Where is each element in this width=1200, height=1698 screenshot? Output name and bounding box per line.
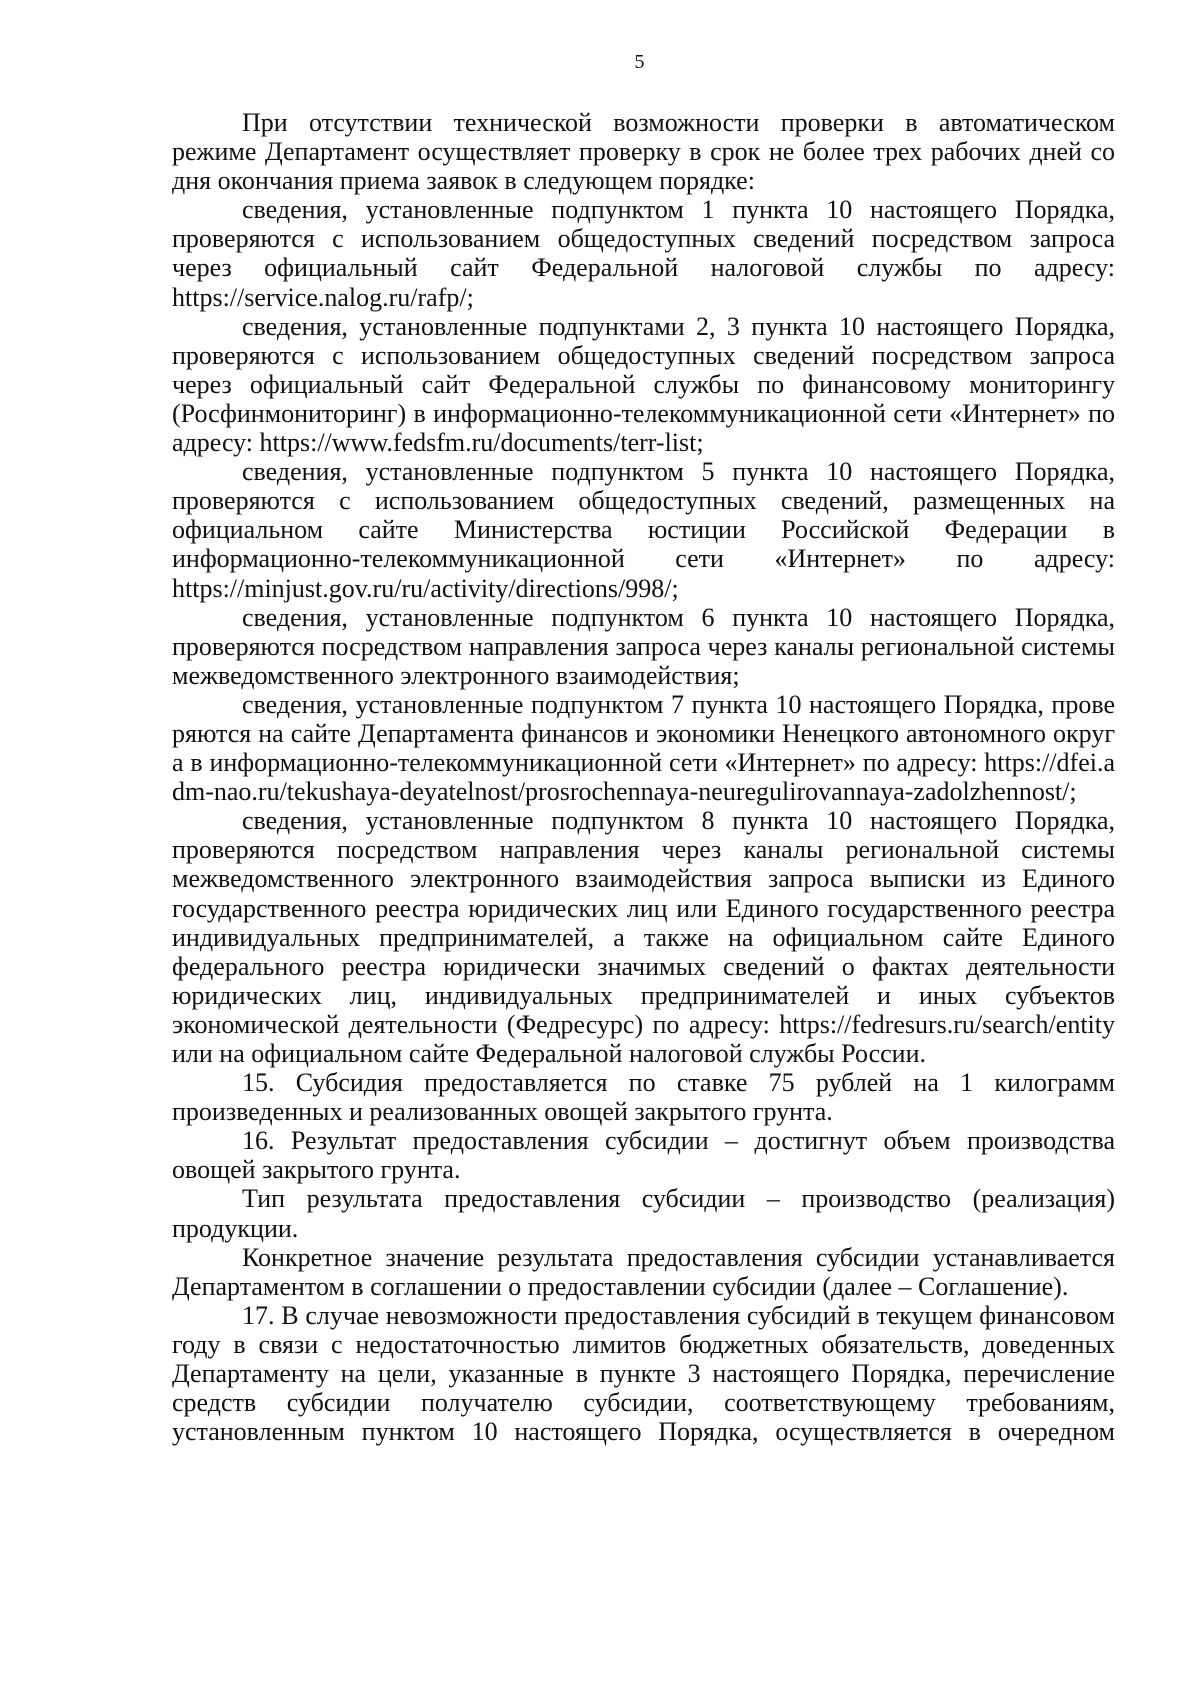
paragraph-result-type: Тип результата предоставления субсидии – производство (реализация) продукции. [172, 1184, 1115, 1243]
document-body [172, 108, 1115, 1446]
paragraph-nalog-check: сведения, установленные подпунктом 1 пункта 10 настоящего Порядка, проверяются с использованием общедоступных сведений посредством запроса через официальный сайт Федеральной налоговой службы по адресу: https://service.nalog.ru/rafp/; [172, 195, 1115, 312]
paragraph-minjust-check: сведения, установленные подпунктом 5 пункта 10 настоящего Порядка, проверяются с использованием общедоступных сведений, размещенных на официальном сайте Министерства юстиции Российской Федерации в информационно-телекоммуникационной сети «Интернет» по адресу: https://minjust.gov.ru/ru/activity/directions/998/; [172, 457, 1115, 603]
paragraph-subsidy-rate: 15. Субсидия предоставляется по ставке 75 рублей на 1 килограмм произведенных и реализованных овощей закрытого грунта. [172, 1068, 1115, 1127]
page-number: 5 [634, 51, 645, 73]
paragraph-subsidy-result: 16. Результат предоставления субсидии – достигнут объем производства овощей закрытого грунта. [172, 1126, 1115, 1185]
paragraph-rosfinmonitoring-check: сведения, установленные подпунктами 2, 3 пункта 10 настоящего Порядка, проверяются с использованием общедоступных сведений посредством запроса через официальный сайт Федеральной службы по финансовому мониторингу (Росфинмониторинг) в информационно-телекоммуникационной сети «Интернет» по адресу: https://www.fedsfm.ru/documents/terr-list; [172, 311, 1115, 458]
paragraph-result-value: Конкретное значение результата предоставления субсидии устанавливается Департаментом в соглашении о предоставлении субсидии (далее – Соглашение). [172, 1242, 1115, 1301]
paragraph-verification-intro: При отсутствии технической возможности проверки в автоматическом режиме Департамент осуществляет проверку в срок не более трех рабочих дней со дня окончания приема заявок в следующем порядке: [172, 108, 1115, 196]
paragraph-budget-limit: 17. В случае невозможности предоставления субсидий в текущем финансовом году в связи с недостаточностью лимитов бюджетных обязательств, доведенных Департаменту на цели, указанные в пункте 3 настоящего Порядка, перечисление средств субсидии получателю субсидии, соответствующему требованиям, установленным пунктом 10 настоящего Порядка, осуществляется в очередном [172, 1300, 1115, 1447]
paragraph-egrul-check: сведения, установленные подпунктом 8 пункта 10 настоящего Порядка, проверяются посредством направления через каналы региональной системы межведомственного электронного взаимодействия запроса выписки из Единого государственного реестра юридических лиц или Единого государственного реестра индивидуальных предпринимателей, а также на официальном сайте Единого федерального реестра юридически значимых сведений о фактах деятельности юридических лиц, индивидуальных предпринимателей и иных субъектов экономической деятельности (Федресурс) по адресу: https://fedresurs.ru/search/entity или на официальном сайте Федеральной налоговой службы России. [172, 806, 1115, 1068]
paragraph-interagency-check: сведения, установленные подпунктом 6 пункта 10 настоящего Порядка, проверяются посредством направления запроса через каналы региональной системы межведомственного электронного взаимодействия; [172, 602, 1115, 690]
paragraph-dfei-check: сведения, установленные подпунктом 7 пункта 10 настоящего Порядка, проверяются на сайте Департамента финансов и экономики Ненецкого автономного округа в информационно-телекоммуникационной сети «Интернет» по адресу: https://dfei.adm-nao.ru/tekushaya-deyatelnost/prosrochennaya-neuregulirovannaya-zadolzhennost/; [172, 689, 1115, 807]
